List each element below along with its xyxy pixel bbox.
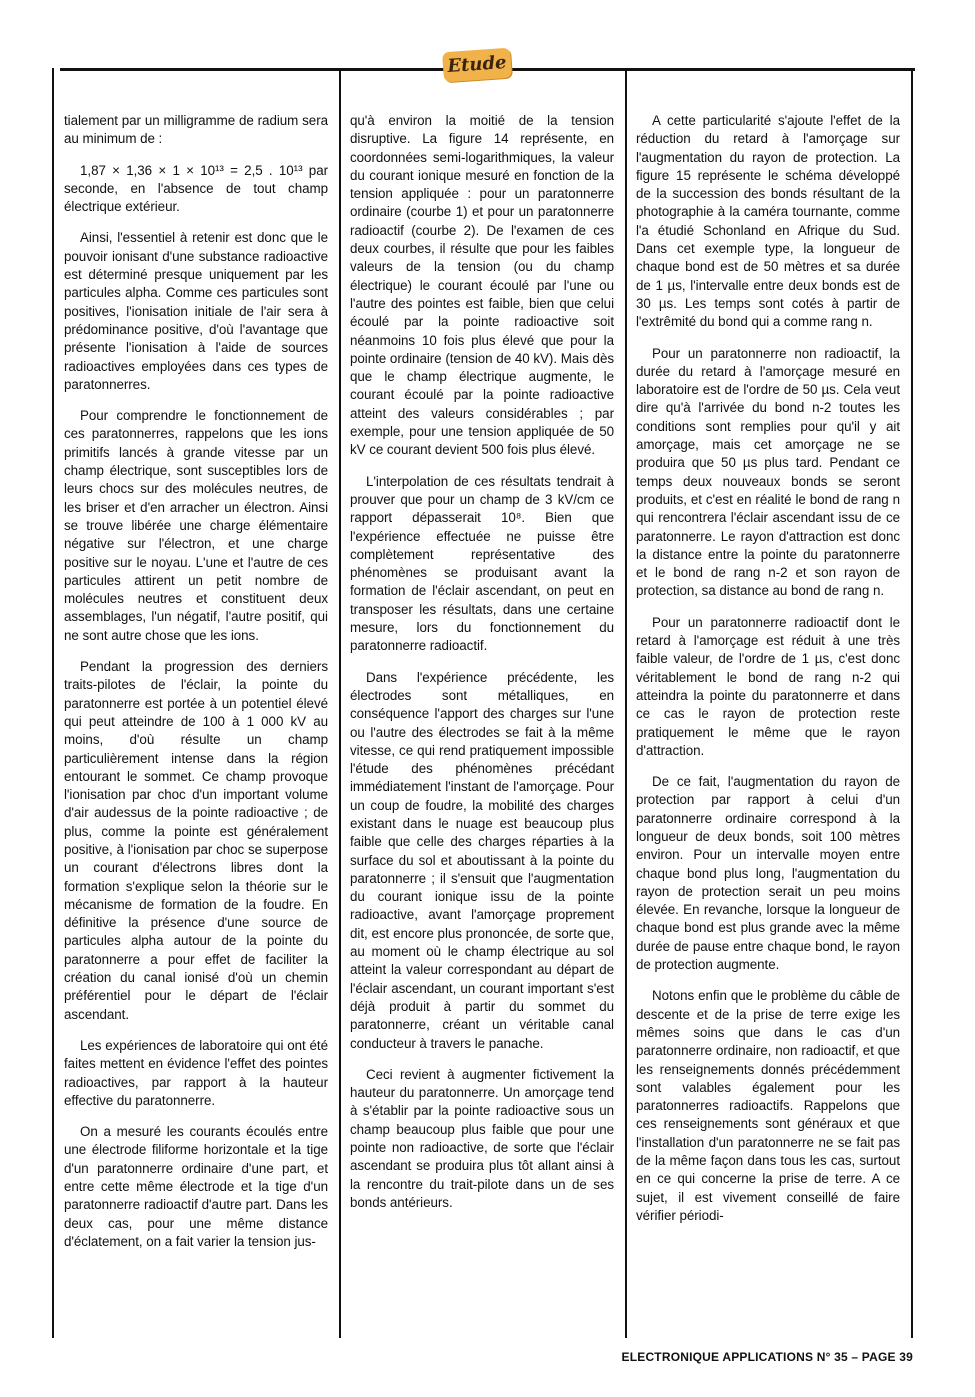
paragraph: tialement par un milligramme de radium sera au minimum de : — [64, 113, 328, 147]
text-column-3 — [636, 112, 900, 1337]
paragraph: Pour comprendre le fonctionnement de ces paratonnerres, rappelons que les ions primitifs lancés à grande vitesse par un champ électrique, sont susceptibles lors de leurs chocs sur des molécules neutres, de les briser et d'en arracher un électron. Ainsi se trouve libérée une charge élémentaire négative sur l'électron, et une charge positive sur le noyau. L'une et l'autre de ces particules attirent un petit nombre de molécules neutres et constituent deux assemblages, l'un négatif, l'autre positif, qui ne sont autre chose que les ions. — [64, 408, 328, 643]
paragraph: 1,87 × 1,36 × 1 × 10¹³ = 2,5 . 10¹³ par seconde, en l'absence de tout champ électrique extérieur. — [64, 162, 328, 215]
paragraph: A cette particularité s'ajoute l'effet de la réduction du retard à l'amorçage sur l'augmentation du rayon de protection. La figure 15 représente le schéma développé de la succession des bonds résultant de la photographie à la caméra tournante, comme l'a étudié Schonland en Afrique du Sud. Dans cet exemple type, la longueur de chaque bond est de 50 mètres et sa durée de 1 µs, l'intervalle entre deux bonds est de 30 µs. Les temps sont cotés à partir de l'extrêmité du bond qui a comme rang n. — [636, 113, 900, 330]
paragraph: On a mesuré les courants écoulés entre une électrode filiforme horizontale et la tige d'un paratonnerre ordinaire d'une part, et entre cette même électrode et la tige d'un paratonnerre radioactif d'autre part. Dans les deux cas, pour une même distance d'éclatement, on a fait varier la tension jus- — [64, 1124, 328, 1249]
text-column-2 — [350, 112, 614, 1337]
paragraph: qu'à environ la moitié de la tension disruptive. La figure 14 représente, en coordonnées semi-logarithmiques, la valeur du courant ionique mesuré en fonction de la tension appliquée : pour un paratonnerre ordinaire (courbe 1) et pour un paratonnerre radioactif (courbe 2). De l'examen de ces deux courbes, il résulte que pour les faibles valeurs de la tension (ou du champ électrique) le courant écoulé par l'une ou l'autre des pointes est faible, bien que celui écoulé par la pointe radioactive soit néanmoins 10 fois plus élevé que pour la pointe ordinaire (tension de 40 kV). Mais dès que le champ électrique augmente, le courant écoulé par la pointe radioactive atteint des valeurs considérables ; par exemple, pour une tension appliquée de 50 kV ce courant devient 500 fois plus élevé. — [350, 113, 614, 458]
paragraph: Ainsi, l'essentiel à retenir est donc que le pouvoir ionisant d'une substance radioactive est déterminé presque uniquement par les particules alpha. Comme ces particules sont positives, l'ionisation initiale de l'air sera à prédominance positive, d'où l'avantage que présente l'ionisation à l'aide de sources radioactives employées dans ces types de paratonnerres. — [64, 230, 328, 392]
paragraph: Notons enfin que le problème du câble de descente et de la prise de terre exige les mêmes soins que dans le cas d'un paratonnerre ordinaire, non radioactif, et que les renseignements donnés précédemment sont valables également pour les paratonnerres radioactifs. Rappelons que ces renseignements sont généraux et que l'installation d'un paratonnerre ne se fait pas de la même façon dans tous les cas, surtout en ce qui concerne la prise de terre. A ce sujet, il est vivement conseillé de faire vérifier périodi- — [636, 988, 900, 1223]
page-footer: ELECTRONIQUE APPLICATIONS N° 35 – PAGE 39 — [621, 1350, 913, 1364]
paragraph: L'interpolation de ces résultats tendrait à prouver que pour un champ de 3 kV/cm ce rapport dépasserait 10⁸. Bien que l'expérience effectuée ne puisse être complètement représentative des phénomènes se produisant avant la formation de l'éclair ascendant, on peut en transposer les résultats, dans une certaine mesure, lors du fonctionnement du paratonnerre radioactif. — [350, 473, 614, 654]
section-badge — [442, 48, 512, 83]
column-rule-2 — [625, 68, 627, 1338]
paragraph: Pour un paratonnerre non radioactif, la durée du retard à l'amorçage mesuré en laboratoire est de l'ordre de 50 µs. Cela veut dire qu'à l'arrivée du bond n-2 toutes les conditions sont remplies pour qu'il y ait amorçage, mais cet amorçage ne se produira que 50 µs plus tard. Pendant ce temps deux nouveaux bonds se seront produits, et c'est en réalité le bond de rang n qui rencontrera l'éclair ascendant issu de ce paratonnerre. Le rayon d'attraction est donc la distance entre la pointe du paratonnerre et le bond de rang n-2 et son rayon de protection, sa distance au bond de rang n. — [636, 345, 900, 599]
paragraph: Les expériences de laboratoire qui ont été faites mettent en évidence l'effet des pointes radioactives, par rapport à la hauteur effective du paratonnerre. — [64, 1037, 328, 1108]
section-badge-label: Etude — [446, 51, 508, 78]
paragraph: De ce fait, l'augmentation du rayon de protection par rapport à celui d'un paratonnerre ordinaire correspond à la longueur de deux bonds, soit 100 mètres environ. Pour un intervalle moyen entre chaque bond plus long, l'augmentation du rayon de protection serait un peu moins élevée. En revanche, lorsque la longueur de chaque bond est plus grande avec la même durée de pause entre chaque bond, le rayon de protection augmente. — [636, 774, 900, 973]
column-rule-left — [52, 68, 54, 1338]
column-rule-1 — [339, 68, 341, 1338]
paragraph: Pendant la progression des derniers traits-pilotes de l'éclair, la pointe du paratonnerre est portée à un potentiel élevé qui peut atteindre de 100 à 1 000 kV au moins, d'où résulte un champ particulièrement intense dans la région entourant le sommet. Ce champ provoque l'ionisation par choc d'un important volume d'air audessus de la pointe radioactive ; de plus, comme la pointe est généralement positive, à l'ionisation par choc se superpose un courant d'électrons libres dont la formation s'explique selon la théorie sur le mécanisme de formation de la foudre. En définitive la présence d'une source de particules alpha autour de la pointe du paratonnerre a pour effet de faciliter la création du canal ionisé d'où un chemin préférentiel pour le départ de l'éclair ascendant. — [64, 659, 328, 1022]
paragraph: Pour un paratonnerre radioactif dont le retard à l'amorçage est réduit à une très faible valeur, de l'ordre de 1 µs, c'est donc véritablement le bond de rang n-2 qui atteindra la pointe du paratonnerre et dans ce cas le rayon de protection reste pratiquement le même que le rayon d'attraction. — [636, 614, 900, 758]
column-rule-right — [911, 68, 913, 1338]
paragraph: Dans l'expérience précédente, les électrodes sont métalliques, en conséquence l'apport des charges sur l'une ou l'autre des électrodes se fait à la même vitesse, ce qui rend pratiquement impossible l'étude des phénomènes précédant immédiatement l'instant de l'amorçage. Pour un coup de foudre, la mobilité des charges existant dans le nuage est beaucoup plus faible que celle des charges réparties à la surface du sol et aboutissant à la pointe du paratonnerre ; il s'ensuit que l'augmentation du courant ionique issu de la pointe radioactive, avant l'amorçage proprement dit, est encore plus prononcée, de sorte que, au moment où le champ électrique au sol atteint la valeur correspondant au départ de l'éclair ascendant, un courant important s'est déjà produit à partir du sommet du paratonnerre, créant un véritable canal conducteur à travers le panache. — [350, 669, 614, 1051]
text-column-1 — [64, 112, 328, 1337]
paragraph: Ceci revient à augmenter fictivement la hauteur du paratonnerre. Un amorçage tend à s'établir par la pointe radioactive sous un champ beaucoup plus faible que pour une pointe non radioactive, de sorte que l'éclair ascendant se produira plus tôt allant ainsi à la rencontre du trait-pilote dans un de ses bonds antérieurs. — [350, 1066, 614, 1210]
